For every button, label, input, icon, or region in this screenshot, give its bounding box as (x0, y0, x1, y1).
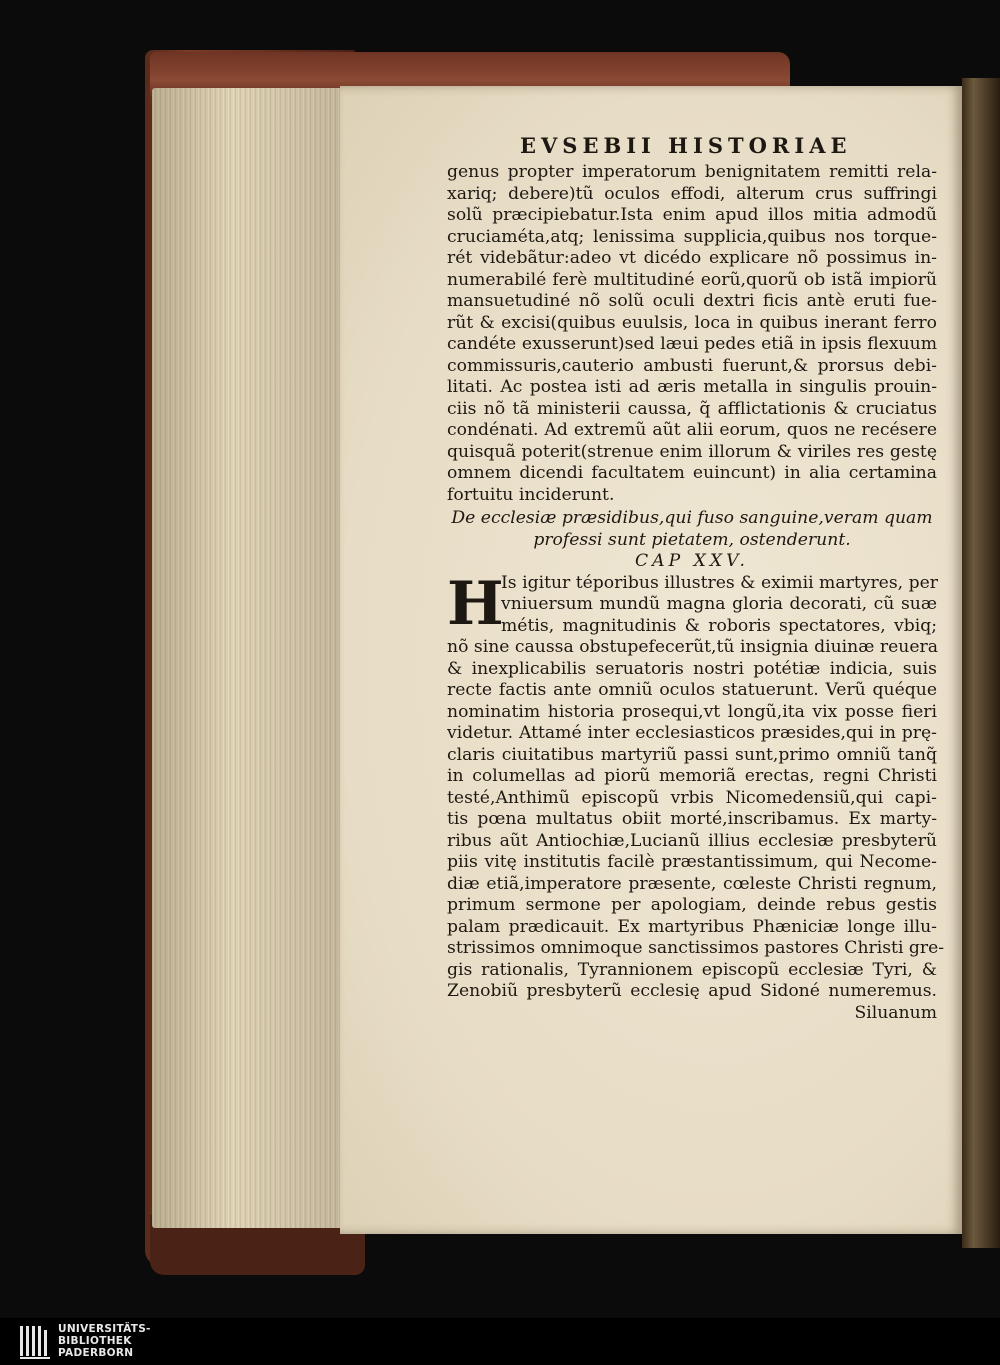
text-line: cruciaméta,atq; lenissima supplicia,quibus nos torque- (447, 226, 937, 247)
text-line: métis, magnitudinis & roboris spectatores, vbiq; (501, 615, 937, 636)
text-line: gis rationalis, Tyrannionem episcopũ ecclesiæ Tyri, & (447, 959, 937, 980)
text-line: omnem dicendi facultatem euincunt) in alia certamina (447, 463, 937, 483)
library-name-line-2: BIBLIOTHEK (58, 1335, 132, 1347)
drop-capital: H (447, 568, 504, 639)
text-line: strissimos omnimoque sanctissimos pastores Christi gre- (447, 938, 945, 958)
text-line: testé,Anthimũ episcopũ vrbis Nicomedensiũ,qui capi- (447, 787, 937, 808)
text-line: rũt & excisi(quibus euulsis, loca in quibus inerant ferro (447, 312, 937, 333)
paragraph-before (447, 162, 937, 485)
text-line: Is igitur téporibus illustres & eximii martyres, per (501, 572, 938, 593)
text-line: recte factis ante omniũ oculos statuerunt. Verũ quéque (447, 680, 937, 700)
spine-stamp (252, 138, 322, 178)
text-line: & inexplicabilis seruatoris nostri potétiæ indicia, suis (447, 658, 937, 679)
library-logo-icon (18, 1324, 52, 1360)
text-line: genus propter imperatorum benignitatem remitti rela- (447, 162, 937, 182)
page-fore-edge (152, 88, 352, 1228)
text-line: videtur. Attamé inter ecclesiasticos præsides,qui in prę- (447, 723, 937, 743)
text-line: condénati. Ad extremũ aũt alii eorum, quos ne recésere (447, 420, 937, 440)
text-line: in columellas ad piorũ memoriã erectas, regni Christi (447, 766, 937, 786)
dropcap-lines (447, 568, 938, 639)
catchword: Siluanum (854, 1002, 937, 1023)
text-line: fortuitu inciderunt. (447, 484, 615, 505)
library-name-line-3: PADERBORN (58, 1347, 134, 1359)
chapter-caption-line-2: professi sunt pietatem, ostenderunt. (533, 529, 851, 550)
text-line: nominatim historia prosequi,vt longũ,ita vix posse fieri (447, 701, 937, 722)
page-text (447, 162, 945, 1024)
running-head: EVSEBII HISTORIAE (520, 133, 852, 158)
text-line: commissuris,cauterio ambusti fuerunt,& prorsus debi- (447, 355, 937, 376)
text-line: quisquã poterit(strenue enim illorum & viriles res gestę (447, 441, 937, 462)
text-line: palam prædicauit. Ex martyribus Phæniciæ longe illu- (447, 916, 937, 937)
text-line: ciis nõ tã ministerii caussa, q̃ afflictationis & cruciatus (447, 398, 937, 419)
text-line: Zenobiũ presbyterũ ecclesię apud Sidoné numeremus. (447, 981, 937, 1001)
text-line: xariq; debere)tũ oculos effodi, alterum crus suffringi (447, 183, 937, 204)
text-line: primum sermone per apologiam, deinde rebus gestis (447, 895, 937, 915)
text-line: piis vitę institutis facilè præstantissimum, qui Necome- (447, 852, 937, 872)
text-line: solũ præcipiebatur.Ista enim apud illos mitia admodũ (447, 205, 937, 225)
text-line: numerabilé ferè multitudiné eorũ,quorũ ob istã impiorũ (447, 269, 937, 290)
facing-page-edge (962, 78, 1000, 1248)
text-line: mansuetudiné nõ solũ oculi dextri ficis antè eruti fue- (447, 291, 937, 311)
text-line: vniuersum mundũ magna gloria decorati, cũ suæ (501, 594, 937, 614)
text-line: ribus aũt Antiochiæ,Lucianũ illius ecclesiæ presbyterũ (447, 830, 937, 851)
library-name (58, 1323, 151, 1359)
chapter-number: CAP XXV. (635, 551, 749, 571)
text-line: nõ sine caussa obstupefecerũt,tũ insignia diuinæ reuera (447, 637, 938, 657)
text-line: rét videbãtur:adeo vt dicédo explicare nõ possimus in- (447, 248, 937, 268)
text-line: candéte exusserunt)sed læui pedes etiã in ipsis flexuum (447, 334, 937, 354)
paragraph-after (447, 637, 945, 1003)
text-line: diæ etiã,imperatore præsente, cœleste Christi regnum, (447, 873, 937, 894)
text-line: litati. Ac postea isti ad æris metalla in singulis prouin- (447, 377, 937, 397)
library-name-line-1: UNIVERSITÄTS- (58, 1323, 151, 1335)
chapter-caption-line-1: De ecclesiæ præsidibus,qui fuso sanguine,veram quam (451, 508, 933, 528)
text-line: tis pœna multatus obiit morté,inscribamus. Ex marty- (447, 809, 937, 829)
text-line: claris ciuitatibus martyriũ passi sunt,primo omniũ tanq̃ (447, 744, 937, 765)
chapter-opening (447, 568, 938, 639)
